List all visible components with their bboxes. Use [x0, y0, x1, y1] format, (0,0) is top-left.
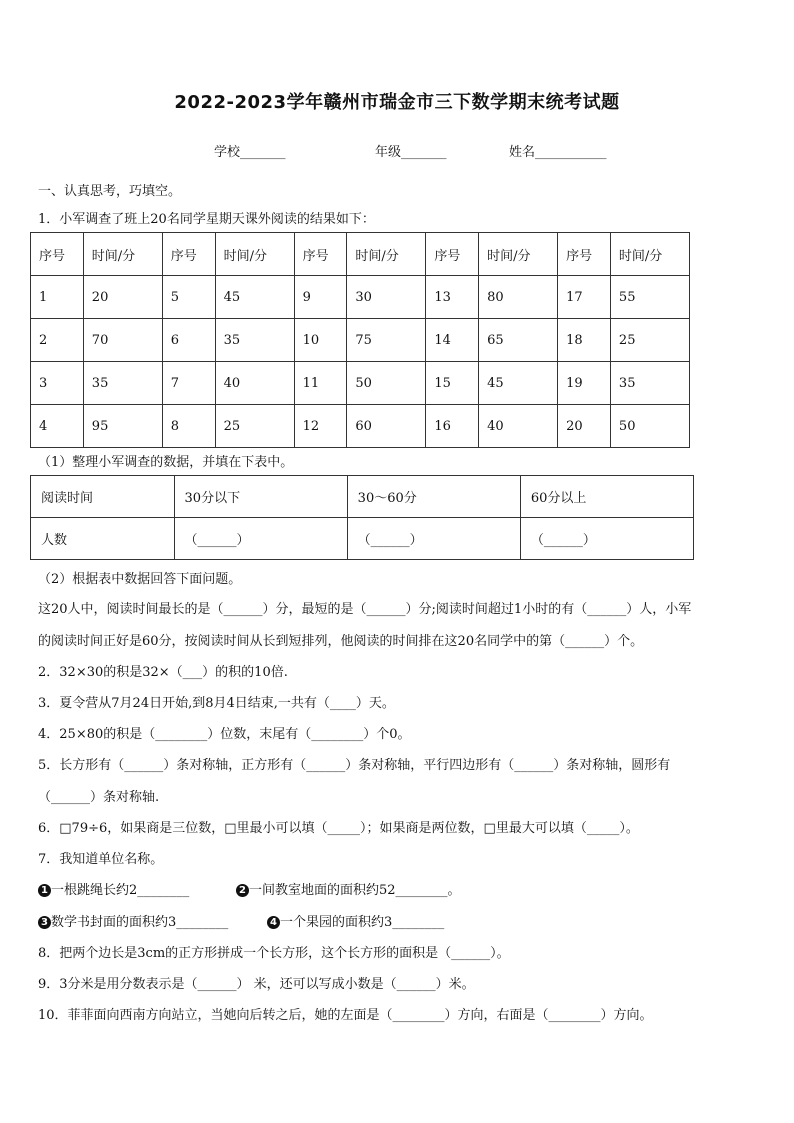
question-7-intro: 7．我知道单位名称。 — [38, 852, 164, 867]
question-7-item-text: 数学书封面的面积约3________ — [51, 915, 229, 930]
table-cell: 4 — [31, 405, 84, 448]
summary-header-cell: 30～60分 — [347, 476, 520, 518]
table-cell: 9 — [294, 276, 347, 319]
question-7-item-1 — [38, 879, 189, 898]
table-header-cell: 序号 — [294, 233, 347, 276]
table-cell: 45 — [479, 362, 558, 405]
table-cell: 3 — [31, 362, 84, 405]
question-1-paragraph-line-2: 的阅读时间正好是60分，按阅读时间从长到短排列，他阅读的时间排在这20名同学中的第（______）个。 — [38, 634, 644, 649]
circled-number-2: 2 — [236, 884, 249, 897]
table-header-cell: 序号 — [162, 233, 215, 276]
table-row — [31, 362, 690, 405]
name-field: 姓名___________ — [509, 145, 607, 160]
question-4: 4．25×80的积是（________）位数，末尾有（________）个0。 — [38, 727, 411, 742]
summary-cell: 人数 — [31, 518, 175, 560]
reading-survey-table — [30, 232, 690, 448]
table-header-cell: 序号 — [426, 233, 479, 276]
sub-question-2: （2）根据表中数据回答下面问题。 — [38, 572, 242, 587]
table-cell: 30 — [347, 276, 426, 319]
question-7-item-text: 一个果园的面积约3________ — [280, 915, 445, 930]
table-cell: 5 — [162, 276, 215, 319]
summary-header-cell: 30分以下 — [174, 476, 347, 518]
table-row — [31, 319, 690, 362]
question-7-item-text: 一间教室地面的面积约52________。 — [249, 883, 461, 898]
table-cell: 35 — [610, 362, 689, 405]
table-cell: 25 — [215, 405, 294, 448]
question-7-item-2 — [236, 879, 461, 898]
table-cell: 35 — [83, 362, 162, 405]
table-row — [31, 276, 690, 319]
table-header-cell: 序号 — [31, 233, 84, 276]
summary-row — [31, 518, 694, 560]
summary-header-cell: 阅读时间 — [31, 476, 175, 518]
table-header-cell: 时间/分 — [215, 233, 294, 276]
grade-field: 年级_______ — [375, 145, 447, 160]
table-cell: 25 — [610, 319, 689, 362]
table-cell: 19 — [558, 362, 611, 405]
table-cell: 95 — [83, 405, 162, 448]
table-cell: 14 — [426, 319, 479, 362]
question-8: 8．把两个边长是3cm的正方形拼成一个长方形，这个长方形的面积是（______）。 — [38, 946, 510, 961]
table-cell: 35 — [215, 319, 294, 362]
table-row — [31, 405, 690, 448]
table-cell: 55 — [610, 276, 689, 319]
table-cell: 20 — [83, 276, 162, 319]
table-cell: 15 — [426, 362, 479, 405]
question-5-line-2: （______）条对称轴. — [38, 790, 160, 805]
table-cell: 60 — [347, 405, 426, 448]
answer-blank[interactable]: （______） — [520, 518, 693, 560]
table-header-cell: 序号 — [558, 233, 611, 276]
page-title: 2022-2023学年赣州市瑞金市三下数学期末统考试题 — [174, 92, 620, 113]
table-cell: 11 — [294, 362, 347, 405]
question-1-intro: 1．小军调查了班上20名同学星期天课外阅读的结果如下： — [38, 212, 375, 227]
question-3: 3．夏令营从7月24日开始,到8月4日结束,一共有（____）天。 — [38, 696, 395, 711]
question-10: 10．菲菲面向西南方向站立，当她向后转之后，她的左面是（________）方向，右面是（________）方向。 — [38, 1008, 653, 1023]
table-cell: 50 — [347, 362, 426, 405]
table-header-cell: 时间/分 — [347, 233, 426, 276]
question-9: 9．3分米是用分数表示是（______） 米，还可以写成小数是（______）米。 — [38, 977, 475, 992]
table-cell: 10 — [294, 319, 347, 362]
table-cell: 20 — [558, 405, 611, 448]
circled-number-4: 4 — [267, 916, 280, 929]
question-7-item-4 — [267, 911, 444, 930]
table-cell: 40 — [215, 362, 294, 405]
table-cell: 7 — [162, 362, 215, 405]
summary-header-cell: 60分以上 — [520, 476, 693, 518]
table-cell: 8 — [162, 405, 215, 448]
table-header-cell: 时间/分 — [610, 233, 689, 276]
circled-number-1: 1 — [38, 884, 51, 897]
question-2: 2．32×30的积是32×（___）的积的10倍. — [38, 665, 288, 680]
table-cell: 13 — [426, 276, 479, 319]
table-cell: 70 — [83, 319, 162, 362]
school-field: 学校_______ — [214, 145, 286, 160]
table-cell: 6 — [162, 319, 215, 362]
table-cell: 17 — [558, 276, 611, 319]
table-cell: 45 — [215, 276, 294, 319]
sub-question-1: （1）整理小军调查的数据，并填在下表中。 — [38, 455, 294, 470]
table-header-cell: 时间/分 — [83, 233, 162, 276]
table-cell: 50 — [610, 405, 689, 448]
table-cell: 12 — [294, 405, 347, 448]
summary-header-row — [31, 476, 694, 518]
answer-blank[interactable]: （______） — [174, 518, 347, 560]
circled-number-3: 3 — [38, 916, 51, 929]
table-cell: 2 — [31, 319, 84, 362]
section-heading: 一、认真思考，巧填空。 — [38, 184, 182, 199]
question-7-item-text: 一根跳绳长约2________ — [51, 883, 190, 898]
question-1-paragraph-line-1: 这20人中，阅读时间最长的是（______）分，最短的是（______）分;阅读时间超过1小时的有（______）人，小军 — [38, 602, 692, 617]
table-cell: 80 — [479, 276, 558, 319]
answer-blank[interactable]: （______） — [347, 518, 520, 560]
question-7-item-3 — [38, 911, 228, 930]
table-cell: 75 — [347, 319, 426, 362]
question-6: 6．□79÷6，如果商是三位数，□里最小可以填（_____）；如果商是两位数，□里最大可以填（_____）。 — [38, 821, 639, 836]
table-cell: 18 — [558, 319, 611, 362]
table-cell: 1 — [31, 276, 84, 319]
table-cell: 16 — [426, 405, 479, 448]
table-cell: 40 — [479, 405, 558, 448]
reading-summary-table — [30, 475, 694, 560]
table-header-cell: 时间/分 — [479, 233, 558, 276]
question-5-line-1: 5．长方形有（______）条对称轴，正方形有（______）条对称轴，平行四边形有（______）条对称轴，圆形有 — [38, 758, 671, 773]
table-header-row — [31, 233, 690, 276]
table-cell: 65 — [479, 319, 558, 362]
